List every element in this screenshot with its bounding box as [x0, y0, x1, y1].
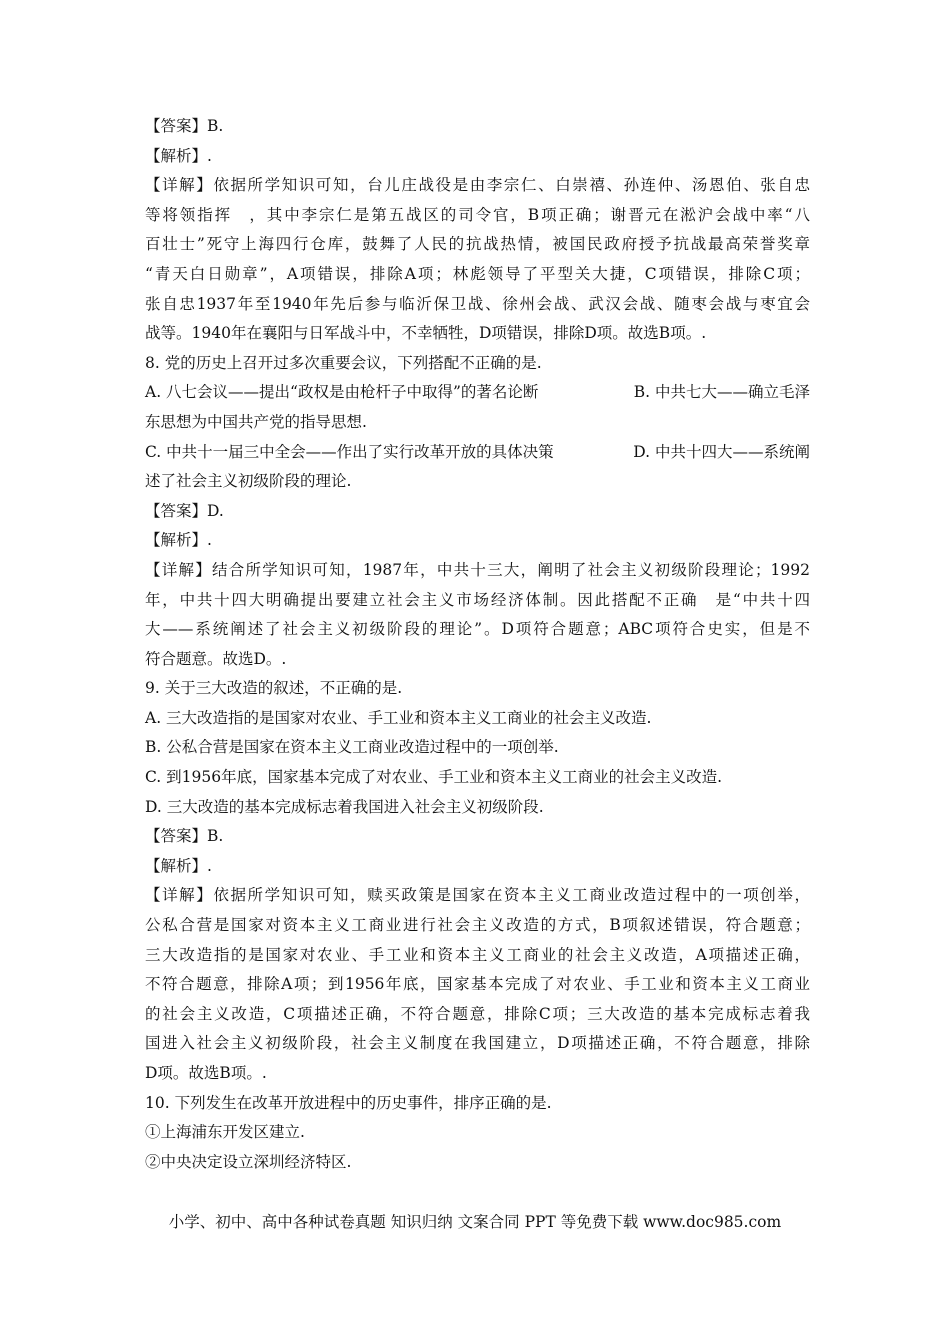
detail-line: 不符合题意，排除A项；到1956年底，国家基本完成了对农业、手工业和资本主义工商业 [145, 975, 810, 994]
option-d-continued: 述了社会主义初级阶段的理论. [145, 472, 352, 491]
option-b-continued: 东思想为中国共产党的指导思想. [145, 412, 367, 431]
analysis-label: 【解析】. [145, 856, 212, 875]
question-9-stem: 9. 关于三大改造的叙述，不正确的是. [145, 679, 403, 698]
detail-line: 百壮士”死守上海四行仓库，鼓舞了人民的抗战热情，被国民政府授予抗战最高荣誉奖章 [145, 235, 810, 254]
analysis-label: 【解析】. [145, 146, 212, 165]
detail-line: 年，中共十四大明确提出要建立社会主义市场经济体制。因此搭配不正确 是“中共十四 [145, 590, 810, 609]
detail-line: 【详解】依据所学知识可知，台儿庄战役是由李宗仁、白崇禧、孙连仲、汤恩伯、张自忠 [145, 176, 810, 195]
detail-line: 符合题意。故选D。. [145, 649, 287, 668]
option-c: C. 中共十一届三中全会——作出了实行改革开放的具体决策 [145, 442, 554, 461]
analysis-label: 【解析】. [145, 531, 212, 550]
detail-line: 国进入社会主义初级阶段，社会主义制度在我国建立，D项描述正确，不符合题意，排除 [145, 1034, 810, 1053]
question-8-stem: 8. 党的历史上召开过多次重要会议，下列搭配不正确的是. [145, 353, 542, 372]
detail-line: 战等。1940年在襄阳与日军战斗中，不幸牺牲，D项错误，排除D项。故选B项。. [145, 324, 707, 343]
document-page [145, 112, 810, 1177]
detail-line: “青天白日勋章”，A项错误，排除A项；林彪领导了平型关大捷，C项错误，排除C项； [145, 264, 810, 283]
option-c: C. 到1956年底，国家基本完成了对农业、手工业和资本主义工商业的社会主义改造. [145, 768, 723, 787]
detail-paragraph [145, 171, 810, 349]
detail-paragraph [145, 881, 810, 1088]
option-d: D. 三大改造的基本完成标志着我国进入社会主义初级阶段. [145, 797, 544, 816]
answer-label: 【答案】B. [145, 827, 224, 846]
detail-line: 三大改造指的是国家对农业、手工业和资本主义工商业的社会主义改造，A项描述正确， [145, 945, 810, 964]
event-item-1: ①上海浦东开发区建立. [145, 1123, 305, 1142]
question-10-stem: 10. 下列发生在改革开放进程中的历史事件，排序正确的是. [145, 1093, 552, 1112]
answer-label: 【答案】D. [145, 501, 224, 520]
detail-line: 大——系统阐述了社会主义初级阶段的理论”。D项符合题意；ABC项符合史实，但是不 [145, 620, 810, 639]
detail-line: 的社会主义改造，C项描述正确，不符合题意，排除C项；三大改造的基本完成标志着我 [145, 1004, 810, 1023]
option-a: A. 八七会议——提出“政权是由枪杆子中取得”的著名论断 [145, 383, 539, 402]
option-d: D. 中共十四大——系统阐 [633, 442, 810, 461]
detail-line: 公私合营是国家对资本主义工商业进行社会主义改造的方式，B项叙述错误，符合题意； [145, 916, 810, 935]
question-8-options-ab [145, 378, 810, 408]
option-b: B. 中共七大——确立毛泽 [633, 383, 810, 402]
question-8-options-cd [145, 438, 810, 468]
detail-line: 等将领指挥 ，其中李宗仁是第五战区的司令官，B项正确；谢晋元在淞沪会战中率“八 [145, 205, 810, 224]
detail-line: D项。故选B项。. [145, 1064, 267, 1082]
option-a: A. 三大改造指的是国家对农业、手工业和资本主义工商业的社会主义改造. [145, 708, 652, 727]
detail-line: 【详解】依据所学知识可知，赎买政策是国家在资本主义工商业改造过程中的一项创举， [145, 886, 810, 905]
option-b: B. 公私合营是国家在资本主义工商业改造过程中的一项创举. [145, 738, 559, 757]
detail-line: 【详解】结合所学知识可知，1987年，中共十三大，阐明了社会主义初级阶段理论；1992 [145, 560, 810, 579]
event-item-2: ②中央决定设立深圳经济特区. [145, 1152, 352, 1171]
detail-paragraph [145, 556, 810, 674]
detail-line: 张自忠1937年至1940年先后参与临沂保卫战、徐州会战、武汉会战、随枣会战与枣宜会 [145, 294, 810, 313]
answer-label: 【答案】B. [145, 117, 224, 135]
page-footer: 小学、初中、高中各种试卷真题 知识归纳 文案合同 PPT 等免费下载 www.doc985.com [168, 1213, 782, 1231]
